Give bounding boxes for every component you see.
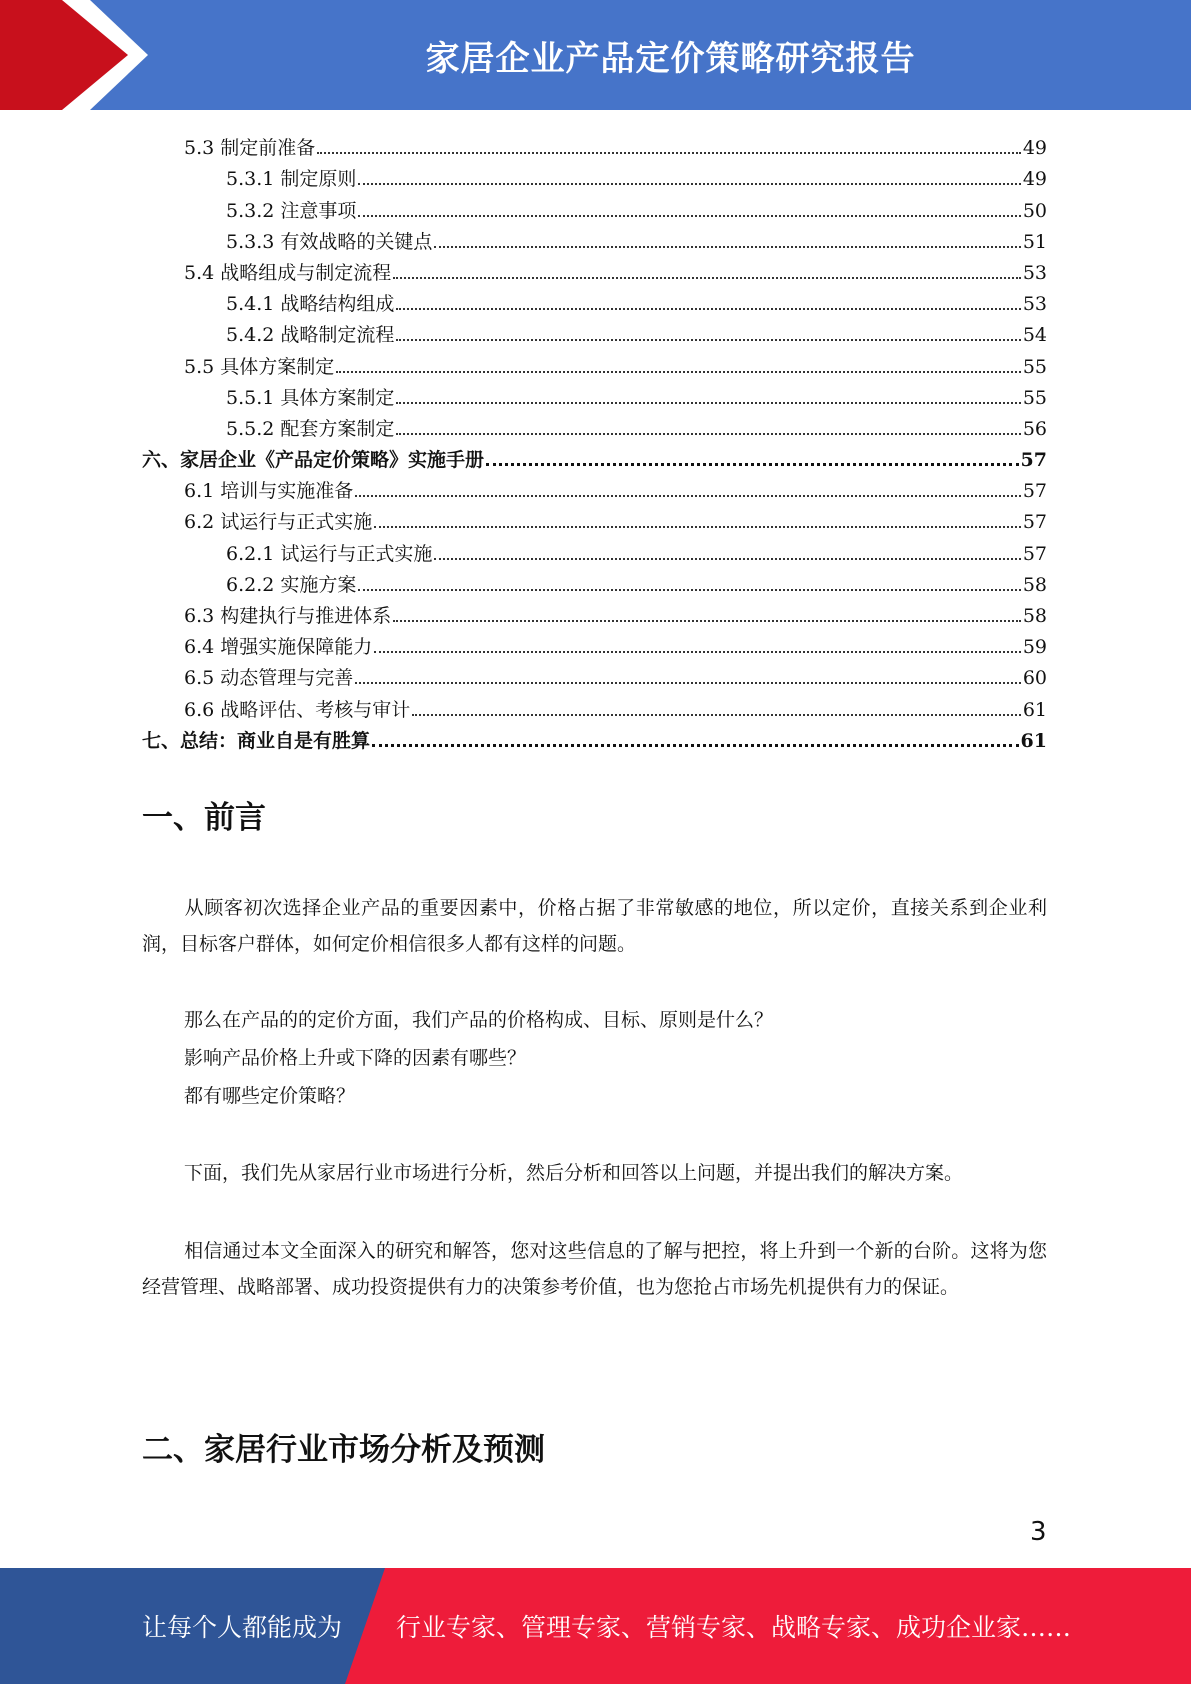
table-of-contents bbox=[142, 128, 1047, 752]
toc-entry-page: 59 bbox=[1022, 636, 1047, 659]
toc-entry[interactable] bbox=[142, 658, 1047, 689]
footer-slogan-left: 让每个人都能成为 bbox=[142, 1613, 343, 1642]
document-title: 家居企业产品定价策略研究报告 bbox=[425, 38, 916, 79]
toc-leader-dots bbox=[412, 714, 1021, 716]
toc-leader-dots bbox=[317, 152, 1021, 154]
toc-entry[interactable] bbox=[142, 128, 1047, 159]
toc-entry[interactable] bbox=[142, 533, 1047, 564]
section-heading-preface: 一、前言 bbox=[142, 800, 266, 836]
toc-entry-page: 53 bbox=[1022, 293, 1047, 316]
preface-paragraph-3 bbox=[142, 1233, 1047, 1305]
toc-entry-page: 61 bbox=[1022, 698, 1047, 721]
toc-leader-dots bbox=[393, 620, 1021, 622]
paragraph-text: 从顾客初次选择企业产品的重要因素中，价格占据了非常敏感的地位，所以定价，直接关系到企业利润，目标客户群体，如何定价相信很多人都有这样的问题。 bbox=[142, 897, 1047, 955]
preface-paragraph-1 bbox=[142, 890, 1047, 962]
footer-slogan-right: 行业专家、管理专家、营销专家、战略专家、成功企业家…… bbox=[396, 1613, 1072, 1642]
toc-entry-page: 57 bbox=[1020, 449, 1047, 472]
toc-entry-page: 60 bbox=[1022, 667, 1047, 690]
header-arrow-logo bbox=[0, 0, 160, 110]
toc-leader-dots bbox=[434, 558, 1020, 560]
toc-leader-dots bbox=[358, 215, 1020, 217]
toc-leader-dots bbox=[486, 463, 1019, 466]
toc-entry[interactable] bbox=[142, 565, 1047, 596]
toc-entry-page: 57 bbox=[1022, 542, 1047, 565]
toc-leader-dots bbox=[374, 651, 1021, 653]
toc-entry-page: 53 bbox=[1022, 261, 1047, 284]
paragraph-text: 下面，我们先从家居行业市场进行分析，然后分析和回答以上问题，并提出我们的解决方案。 bbox=[184, 1162, 964, 1184]
toc-entry-label: 5.5.2 配套方案制定 bbox=[226, 417, 395, 440]
toc-entry-page: 50 bbox=[1022, 199, 1047, 222]
toc-entry-label: 5.3.2 注意事项 bbox=[226, 199, 357, 222]
toc-leader-dots bbox=[355, 682, 1021, 684]
toc-entry-label: 5.5.1 具体方案制定 bbox=[226, 386, 395, 409]
toc-leader-dots bbox=[396, 339, 1020, 341]
toc-entry-page: 58 bbox=[1022, 573, 1047, 596]
toc-entry-page: 54 bbox=[1022, 324, 1047, 347]
section-heading-market-analysis: 二、家居行业市场分析及预测 bbox=[142, 1432, 545, 1468]
toc-entry-page: 49 bbox=[1022, 137, 1047, 160]
toc-entry[interactable] bbox=[142, 409, 1047, 440]
toc-leader-dots bbox=[434, 246, 1020, 248]
toc-entry[interactable] bbox=[142, 471, 1047, 502]
toc-entry-page: 55 bbox=[1022, 355, 1047, 378]
toc-entry[interactable] bbox=[142, 627, 1047, 658]
toc-entry-label: 6.2.2 实施方案 bbox=[226, 573, 357, 596]
toc-entry-label: 5.5 具体方案制定 bbox=[184, 355, 335, 378]
toc-entry[interactable] bbox=[142, 315, 1047, 346]
toc-entry-label: 5.3.3 有效战略的关键点 bbox=[226, 230, 433, 253]
toc-entry-page: 49 bbox=[1022, 168, 1047, 191]
toc-leader-dots bbox=[393, 277, 1021, 279]
toc-leader-dots bbox=[396, 433, 1020, 435]
toc-entry-label: 5.3 制定前准备 bbox=[184, 137, 316, 160]
toc-entry-label: 5.4.1 战略结构组成 bbox=[226, 293, 395, 316]
paragraph-text: 相信通过本文全面深入的研究和解答，您对这些信息的了解与把控，将上升到一个新的台阶。这将为您经营管理、战略部署、成功投资提供有力的决策参考价值，也为您抢占市场先机提供有力的保证。 bbox=[142, 1240, 1047, 1298]
toc-entry[interactable] bbox=[142, 190, 1047, 221]
toc-entry-page: 57 bbox=[1022, 511, 1047, 534]
toc-leader-dots bbox=[396, 308, 1020, 310]
preface-question-2: 影响产品价格上升或下降的因素有哪些？ bbox=[184, 1047, 527, 1069]
toc-leader-dots bbox=[358, 589, 1020, 591]
toc-entry-label: 七、总结：商业自是有胜算 bbox=[142, 729, 371, 752]
toc-leader-dots bbox=[372, 744, 1019, 747]
toc-entry-label: 6.2 试运行与正式实施 bbox=[184, 511, 373, 534]
toc-leader-dots bbox=[396, 402, 1020, 404]
toc-entry-label: 六、家居企业《产品定价策略》实施手册 bbox=[142, 449, 485, 472]
toc-entry-label: 6.6 战略评估、考核与审计 bbox=[184, 698, 411, 721]
toc-entry[interactable] bbox=[142, 159, 1047, 190]
toc-entry[interactable] bbox=[142, 378, 1047, 409]
toc-entry-page: 58 bbox=[1022, 605, 1047, 627]
toc-entry-label: 5.3.1 制定原则 bbox=[226, 168, 357, 191]
toc-entry[interactable] bbox=[142, 222, 1047, 253]
toc-entry-page: 55 bbox=[1022, 386, 1047, 409]
toc-entry-label: 6.2.1 试运行与正式实施 bbox=[226, 542, 433, 565]
toc-entry-page: 56 bbox=[1022, 417, 1047, 440]
page-number: 3 bbox=[1030, 1517, 1047, 1547]
toc-entry-page: 51 bbox=[1022, 230, 1047, 253]
toc-leader-dots bbox=[355, 495, 1021, 497]
toc-entry-chapter[interactable] bbox=[142, 721, 1047, 752]
toc-leader-dots bbox=[336, 371, 1021, 373]
toc-entry-label: 5.4.2 战略制定流程 bbox=[226, 324, 395, 347]
toc-entry[interactable] bbox=[142, 596, 1047, 627]
toc-entry-label: 6.4 增强实施保障能力 bbox=[184, 636, 373, 659]
toc-entry-page: 57 bbox=[1022, 480, 1047, 503]
preface-question-3: 都有哪些定价策略？ bbox=[184, 1085, 356, 1107]
toc-entry[interactable] bbox=[142, 253, 1047, 284]
toc-leader-dots bbox=[358, 183, 1020, 185]
preface-question-1: 那么在产品的的定价方面，我们产品的价格构成、目标、原则是什么？ bbox=[184, 1009, 774, 1031]
toc-entry-label: 5.4 战略组成与制定流程 bbox=[184, 261, 392, 284]
page-header bbox=[0, 0, 1191, 110]
toc-entry[interactable] bbox=[142, 284, 1047, 315]
toc-entry-label: 6.3 构建执行与推进体系 bbox=[184, 605, 392, 627]
toc-entry[interactable] bbox=[142, 689, 1047, 720]
toc-entry[interactable] bbox=[142, 346, 1047, 377]
toc-leader-dots bbox=[374, 526, 1021, 528]
preface-paragraph-2 bbox=[142, 1155, 1047, 1191]
toc-entry-chapter[interactable] bbox=[142, 440, 1047, 471]
toc-entry-page: 61 bbox=[1020, 729, 1047, 752]
toc-entry-label: 6.5 动态管理与完善 bbox=[184, 667, 354, 690]
toc-entry-label: 6.1 培训与实施准备 bbox=[184, 480, 354, 503]
page-footer bbox=[0, 1568, 1191, 1684]
toc-entry[interactable] bbox=[142, 502, 1047, 533]
